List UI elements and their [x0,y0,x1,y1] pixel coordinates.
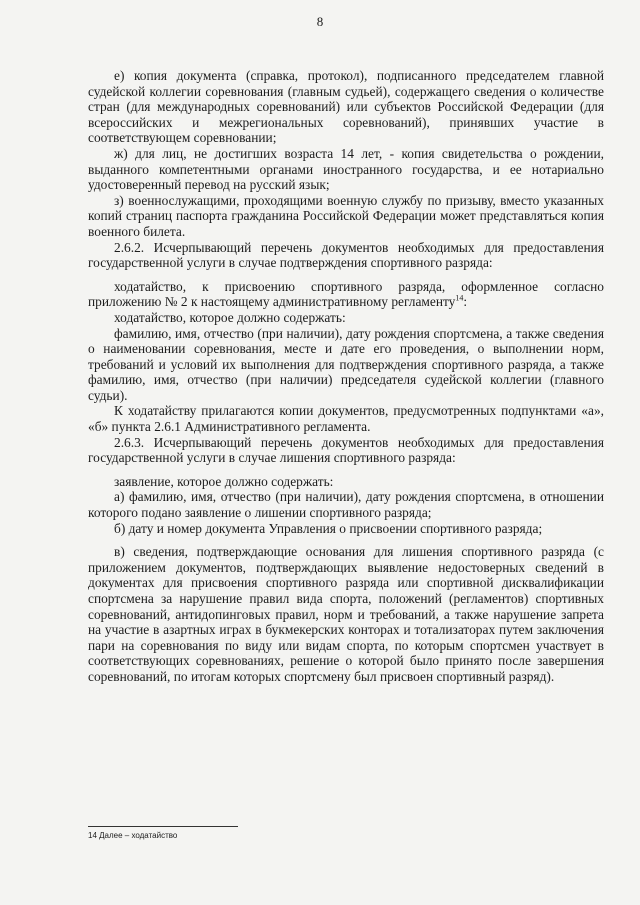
paragraph-b: б) дату и номер документа Управления о присвоении спортивного разряда; [114,520,543,536]
paragraph-attachments: К ходатайству прилагаются копии документов, предусмотренных подпунктами «а», «б» пункта 2.6.1 Административного регламента. [88,403,604,435]
paragraph-petition-form [88,279,604,310]
footnote-reference: 14 [455,293,464,303]
paragraph-2-6-2: 2.6.2. Исчерпывающий перечень документов необходимых для предоставления государственной услуги в случае подтверждения спортивного разряда: [88,239,604,271]
paragraph-application-contents: заявление, которое должно содержать: [114,473,334,489]
paragraph-zh: ж) для лиц, не достигших возраста 14 лет, - копия свидетельства о рождении, выданного компетентными органами иностранного государства, и ее нотариально удостоверенный перевод на русский язык; [88,145,604,193]
page-number: 8 [316,14,324,29]
paragraph-e: е) копия документа (справка, протокол), подписанного председателем главной судейской коллегии соревнования (главным судьей), содержащего сведения о количестве стран (для международных соревнований) или субъектов Российской Федерации (для всероссийских и межрегиональных соревнований), принявших участие в соответствующем соревновании; [88,68,604,146]
paragraph-petition-contents: ходатайство, которое должно содержать: [114,309,346,325]
paragraph-v: в) сведения, подтверждающие основания для лишения спортивного разряда (с приложением документов, подтверждающих выявление недостоверных сведений в документах для присвоения спортивного разряда или спортивной дисквалификации спортсмена за нарушение правил вида спорта, положений (регламентов) спортивных соревнований, антидопинговых правил, норм и требований, а также нарушение запрета на участие в азартных играх в букмекерских конторах и тотализаторах путем заключения пари на соревнования по виду или видам спорта, по которым спортсмен участвует в соответствующих соревнованиях, решение о которой было принято после завершения соревнований, по итогам которых спортсмену был присвоен спортивный разряд). [88,544,604,684]
footnote: 14 Далее – ходатайство [88,831,178,840]
paragraph-z: з) военнослужащими, проходящими военную службу по призыву, вместо указанных копий страниц паспорта гражданина Российской Федерации может представляться копия военного билета. [88,192,604,239]
footnote-divider [88,826,238,827]
paragraph-2-6-3: 2.6.3. Исчерпывающий перечень документов необходимых для предоставления государственной услуги в случае лишения спортивного разряда: [88,434,604,466]
body-text [88,68,604,685]
paragraph-petition-details: фамилию, имя, отчество (при наличии), дату рождения спортсмена, а также сведения о наименовании соревнования, месте и дате его проведения, о выполнении норм, требований и условий их выполнения для подтверждения спортивного разряда, а также фамилию, имя, отчество (при наличии) председателя судейской коллегии (главного судьи). [88,325,604,403]
paragraph-a: а) фамилию, имя, отчество (при наличии), дату рождения спортсмена, в отношении которого подано заявление о лишении спортивного разряда; [88,489,604,521]
petition-form-suffix: : [463,294,468,310]
petition-form-text: ходатайство, к присвоению спортивного разряда, оформленное согласно приложению № 2 к настоящему административному регламенту [88,278,604,310]
